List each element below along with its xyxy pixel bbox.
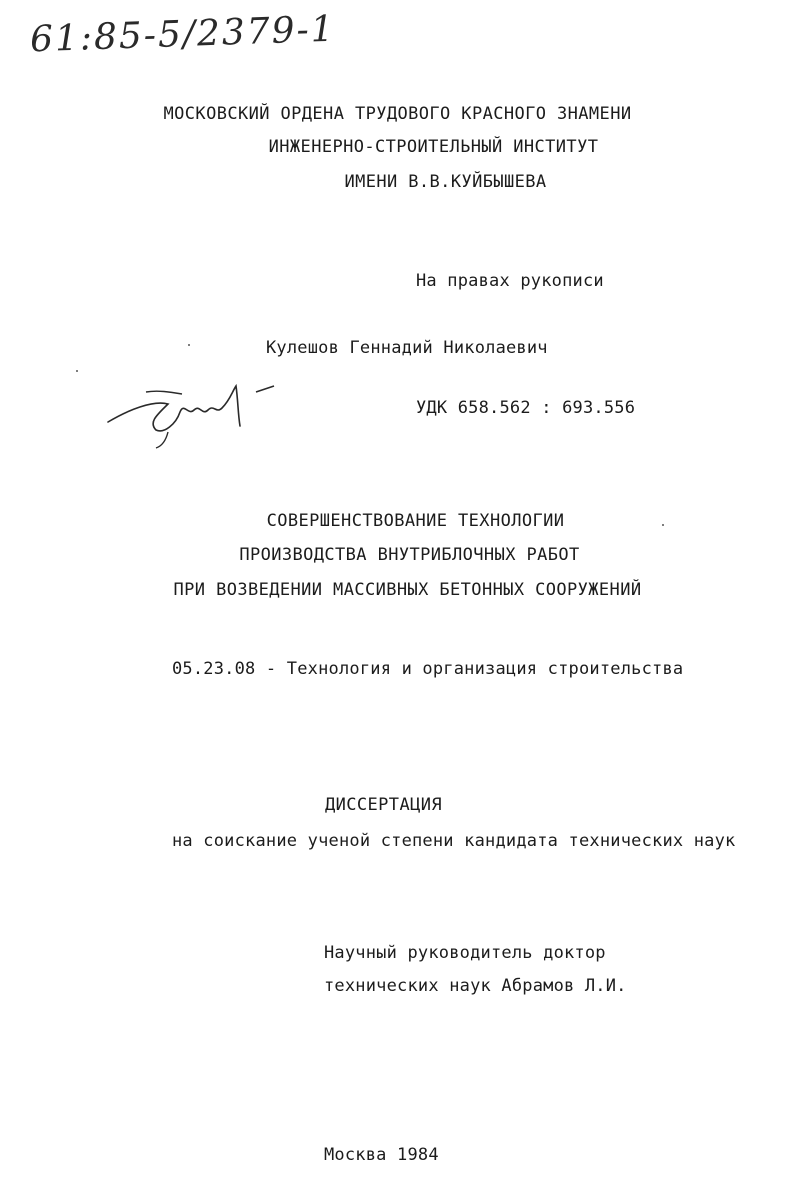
scan-speck	[76, 370, 78, 372]
thesis-degree: на соискание ученой степени кандидата технических наук	[172, 831, 736, 851]
manuscript-rights: На правах рукописи	[416, 271, 604, 291]
title-line-2: ПРОИЗВОДСТВА ВНУТРИБЛОЧНЫХ РАБОТ	[239, 545, 580, 565]
archive-mark: 61:85-5/2379-1	[29, 8, 337, 61]
title-line-3: ПРИ ВОЗВЕДЕНИИ МАССИВНЫХ БЕТОННЫХ СООРУЖЕНИЙ	[173, 580, 642, 600]
author-signature	[98, 370, 288, 450]
scan-speck	[188, 344, 190, 346]
udc-code: УДК 658.562 : 693.556	[416, 398, 636, 418]
title-line-1: СОВЕРШЕНСТВОВАНИЕ ТЕХНОЛОГИИ	[266, 511, 565, 531]
institution-line-2: ИНЖЕНЕРНО-СТРОИТЕЛЬНЫЙ ИНСТИТУТ	[268, 137, 599, 157]
supervisor-line-1: Научный руководитель доктор	[324, 943, 606, 963]
thesis-type: ДИССЕРТАЦИЯ	[325, 795, 442, 815]
supervisor-line-2: технических наук Абрамов Л.И.	[324, 976, 627, 996]
place-year: Москва 1984	[324, 1145, 439, 1165]
institution-line-3: ИМЕНИ В.В.КУЙБЫШЕВА	[344, 172, 547, 192]
institution-line-1: МОСКОВСКИЙ ОРДЕНА ТРУДОВОГО КРАСНОГО ЗНАМЕНИ	[163, 104, 632, 124]
author-name: Кулешов Геннадий Николаевич	[266, 338, 548, 358]
specialty-code: 05.23.08 - Технология и организация строительства	[172, 659, 684, 679]
